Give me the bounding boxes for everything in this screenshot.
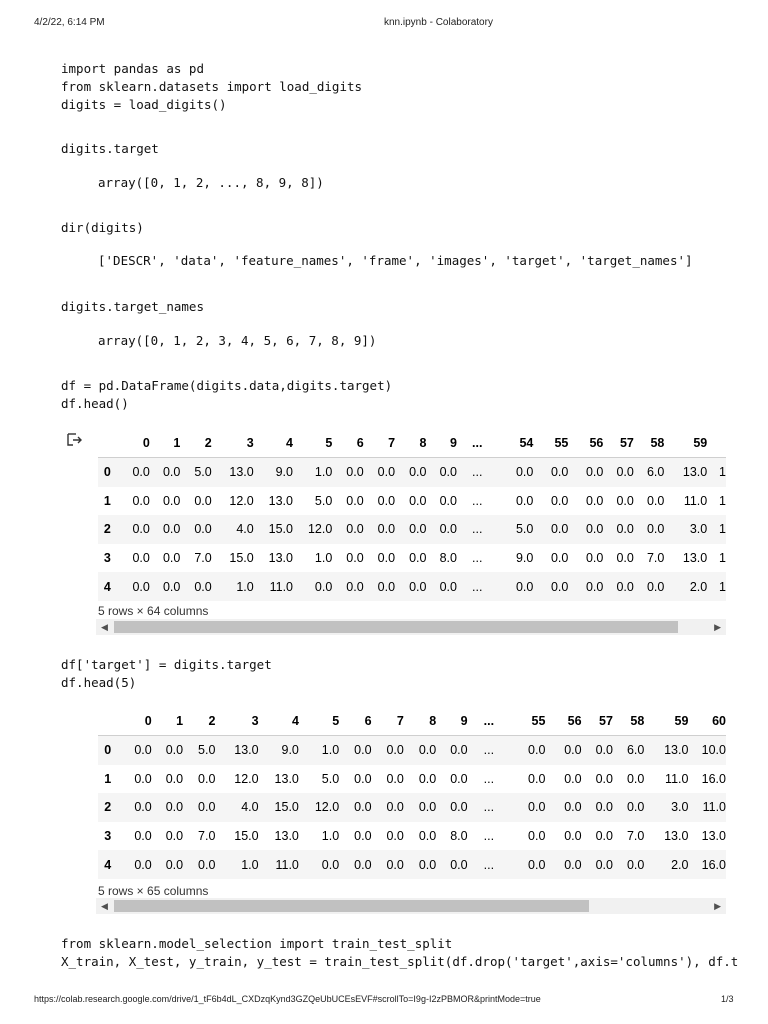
table-cell: 0.0 [418,771,437,786]
table-cell: 0.0 [568,515,603,544]
table-cell: 5.0 [321,771,340,786]
code-cell-digits-target[interactable]: digits.target [61,141,159,156]
column-header: 2 [183,706,215,736]
table-cell: 0.0 [150,458,181,487]
table-cell: 5.0 [314,493,333,508]
column-header: 5 [293,428,332,458]
row-index: 2 [98,793,117,822]
table-cell: 0.0 [332,572,363,601]
table-cell: 0.0 [450,771,468,786]
print-title: knn.ipynb - Colaboratory [384,17,493,28]
row-index: 1 [104,771,112,786]
table-cell: 8.0 [450,829,468,844]
table-cell: 0.0 [585,493,604,508]
column-header: 4 [254,428,293,458]
table-cell: 0.0 [183,850,215,879]
table-cell: 1 [707,572,726,601]
index-header [98,428,117,458]
table-1-scrollbar[interactable] [96,619,726,635]
code-cell-imports[interactable]: import pandas as pd from sklearn.datasets import load_digits digits = load_digits() [61,61,363,112]
scroll-left-arrow-icon[interactable]: ◀ [101,901,108,911]
table-cell: 0.0 [117,515,150,544]
table-cell: 16.0 [701,771,726,786]
table-row [98,765,726,794]
table-cell: 0.0 [183,793,215,822]
table-cell: 0.0 [364,515,395,544]
table-cell: 1.0 [215,850,258,879]
table-cell: 0.0 [404,850,436,879]
column-header: 57 [582,706,613,736]
table-cell: 13.0 [268,493,293,508]
column-header: 55 [533,428,568,458]
table-cell: 0.0 [595,829,613,844]
table-cell: 0.0 [528,771,546,786]
table-2-scroll-thumb[interactable] [114,900,589,912]
table-cell: 0.0 [117,736,151,765]
table-cell: 15.0 [234,829,259,844]
table-cell: 0.0 [180,515,211,544]
table-cell: 0.0 [395,572,426,601]
table-cell: 0.0 [613,793,644,822]
table-cell: 0.0 [162,551,181,566]
table-cell: 0.0 [436,850,467,879]
table-cell: 0.0 [545,850,581,879]
column-header: 54 [498,428,534,458]
column-header: 9 [436,706,467,736]
scroll-right-arrow-icon[interactable]: ▶ [714,622,721,632]
table-cell: 0.0 [550,493,569,508]
table-cell: 5.0 [498,515,534,544]
table-cell: 2.0 [664,572,707,601]
row-index: 4 [98,850,117,879]
table-cell: 0.0 [582,793,613,822]
table-cell: 1.0 [314,551,333,566]
table-cell: 10.0 [688,736,726,765]
table-cell: 0.0 [595,771,613,786]
index-header [98,706,117,736]
table-cell: 11.0 [254,572,293,601]
table-cell: 0.0 [132,493,150,508]
table-cell: 0.0 [150,572,181,601]
scroll-right-arrow-icon[interactable]: ▶ [714,901,721,911]
table-cell: ... [468,793,511,822]
table-row [98,850,726,879]
table-row [98,487,726,516]
table-cell: 3.0 [644,793,688,822]
page-number: 1/3 [721,994,734,1004]
table-cell: ... [468,736,511,765]
table-cell: 5.0 [180,458,211,487]
table-cell: 1.0 [212,572,254,601]
table-cell: 13.0 [644,736,688,765]
table-cell: 11.0 [688,793,726,822]
table-cell: 0.0 [117,850,151,879]
table-cell: 6.0 [613,736,644,765]
table-cell: 13.0 [664,458,707,487]
table-cell: 11.0 [665,771,689,786]
output-target-names: array([0, 1, 2, 3, 4, 5, 6, 7, 8, 9]) [98,333,377,348]
table-cell: 0.0 [498,458,534,487]
table-cell: 9.0 [254,458,293,487]
table-cell: 4.0 [212,515,254,544]
table-cell: 1 [707,515,726,544]
table-cell: 0.0 [603,515,634,544]
table-cell: ... [468,850,511,879]
table-cell: 0.0 [332,458,363,487]
table-cell: 0.0 [568,458,603,487]
table-cell: 9.0 [259,736,299,765]
table-cell: 0.0 [498,572,534,601]
table-cell: 0.0 [165,829,184,844]
table-cell: ... [457,572,498,601]
table-cell: 0.0 [515,493,534,508]
table-cell: 2.0 [644,850,688,879]
table-cell: 3.0 [664,515,707,544]
table-cell: 13.0 [664,829,689,844]
row-index: 0 [98,458,117,487]
table-cell: 0.0 [386,771,404,786]
column-header: 6 [332,428,363,458]
dataframe-shape-1: 5 rows × 64 columns [98,604,209,618]
table-cell: 0.0 [150,515,181,544]
table-cell: 0.0 [510,850,545,879]
output-arrow-icon[interactable] [67,433,83,447]
column-header: 6 [339,706,371,736]
table-cell: 0.0 [550,551,569,566]
table-cell: 13.0 [268,551,293,566]
table-cell: 0.0 [377,493,396,508]
table-cell: 13.0 [212,458,254,487]
table-cell: 0.0 [582,850,613,879]
table-cell: 12.0 [293,515,332,544]
table-cell: 0.0 [332,515,363,544]
table-cell: 0.0 [426,515,457,544]
column-header: ... [468,706,511,736]
column-header: 59 [644,706,688,736]
table-cell: ... [472,551,483,566]
table-cell: 1.0 [321,829,340,844]
table-cell: 0.0 [117,572,150,601]
column-header: 0 [117,428,150,458]
column-header: 1 [152,706,183,736]
column-header: 55 [510,706,545,736]
table-cell: 0.0 [372,793,404,822]
table-cell: 0.0 [132,551,150,566]
table-cell: 0.0 [364,458,395,487]
table-cell: 0.0 [634,515,665,544]
column-header [707,428,726,458]
column-header: 8 [404,706,436,736]
table-cell: 11.0 [683,493,708,508]
table-cell: 0.0 [603,458,634,487]
table-cell: 15.0 [259,793,299,822]
table-cell: 1.0 [299,736,339,765]
table-row [98,458,726,487]
table-cell: 0.0 [134,829,152,844]
table-cell: 0.0 [395,515,426,544]
code-cell-add-target[interactable]: df['target'] = digits.target df.head(5) [61,657,272,690]
table-cell: 0.0 [372,850,404,879]
table-cell: 0.0 [510,736,545,765]
column-header: 56 [568,428,603,458]
table-cell: 0.0 [426,458,457,487]
table-cell: 0.0 [386,829,404,844]
table-cell: 0.0 [364,572,395,601]
code-cell-train-test-split[interactable]: from sklearn.model_selection import train_test_split X_train, X_test, y_train, y_test = train_test_split(df.drop('target',axis='columns'), df.t [61,936,739,969]
table-cell: 0.0 [377,551,396,566]
table-cell: 0.0 [180,572,211,601]
table-row [98,793,726,822]
table-cell: 0.0 [395,458,426,487]
table-cell: 7.0 [198,829,216,844]
table-cell: 0.0 [582,736,613,765]
table-cell: 7.0 [194,551,212,566]
dataframe-shape-2: 5 rows × 65 columns [98,884,209,898]
column-header: 57 [603,428,634,458]
column-header: 59 [664,428,707,458]
table-cell: 6.0 [634,458,665,487]
table-cell: 0.0 [404,736,436,765]
table-cell: 0.0 [426,572,457,601]
column-header: 5 [299,706,339,736]
table-cell: 0.0 [616,493,634,508]
table-cell: 5.0 [183,736,215,765]
column-header: 9 [426,428,457,458]
table-cell: ... [457,458,498,487]
table-row [98,822,726,851]
table-1-scroll-thumb[interactable] [114,621,678,633]
column-header: 1 [150,428,181,458]
table-cell: 0.0 [439,493,457,508]
table-cell: 0.0 [354,829,372,844]
table-cell: 0.0 [533,458,568,487]
table-cell: 15.0 [254,515,293,544]
table-cell: 0.0 [198,771,216,786]
table-cell: 0.0 [603,572,634,601]
table-2-scrollbar[interactable] [96,898,726,914]
table-cell: 0.0 [404,793,436,822]
column-header: 3 [215,706,258,736]
table-cell: 0.0 [152,736,183,765]
table-cell: 0.0 [134,771,152,786]
table-cell: 0.0 [117,793,151,822]
table-cell: 0.0 [545,736,581,765]
column-header: ... [457,428,498,458]
table-cell: 0.0 [339,736,371,765]
table-cell: 15.0 [229,551,254,566]
table-cell: 4.0 [215,793,258,822]
column-header: 7 [372,706,404,736]
dataframe-table-2-container [98,706,726,879]
column-header: 8 [395,428,426,458]
column-header: 56 [545,706,581,736]
table-cell: 12.0 [234,771,259,786]
table-cell: 0.0 [409,551,427,566]
row-index: 4 [98,572,117,601]
dataframe-table-1-container [98,428,726,601]
table-row [98,572,726,601]
table-cell: 7.0 [626,829,645,844]
dataframe-table-1 [98,428,726,601]
table-cell: 0.0 [568,572,603,601]
table-cell: 0.0 [585,551,604,566]
table-cell: 0.0 [436,793,467,822]
table-cell: 0.0 [152,850,183,879]
table-cell: 0.0 [646,493,665,508]
table-cell: 0.0 [634,572,665,601]
column-header: 7 [364,428,395,458]
table-cell: 0.0 [346,493,364,508]
code-cell-dataframe[interactable]: df = pd.DataFrame(digits.data,digits.target) df.head() [61,378,393,411]
table-row [98,736,726,765]
row-index: 3 [104,829,112,844]
column-header: 4 [259,706,299,736]
table-cell: 0.0 [409,493,427,508]
row-index: 1 [103,493,111,508]
table-cell: ... [472,493,483,508]
table-cell: 0.0 [152,793,183,822]
dataframe-table-2 [98,706,726,879]
table-cell: 1 [707,458,726,487]
table-cell: ... [457,515,498,544]
table-cell: 0.0 [613,850,644,879]
table-cell: 13.0 [215,736,258,765]
output-dir-digits: ['DESCR', 'data', 'feature_names', 'frame', 'images', 'target', 'target_names'] [98,253,693,268]
code-cell-target-names[interactable]: digits.target_names [61,299,204,314]
table-row [98,515,726,544]
table-cell: 1 [719,551,726,566]
row-index: 3 [103,551,111,566]
table-cell: 1.0 [293,458,332,487]
table-cell: 16.0 [688,850,726,879]
print-url: https://colab.research.google.com/drive/1_tF6b4dL_CXDzqKynd3GZQeUbUCEsEVF#scrollTo=I9g-I2zPBMOR&printMode=true [34,994,541,1004]
scroll-left-arrow-icon[interactable]: ◀ [101,622,108,632]
table-cell: 7.0 [646,551,665,566]
table-row [98,544,726,573]
table-cell: ... [483,829,495,844]
table-cell: 0.0 [299,850,339,879]
table-cell: 0.0 [510,793,545,822]
table-cell: 0.0 [533,515,568,544]
table-cell: 13.0 [274,829,299,844]
table-cell: 0.0 [616,551,634,566]
output-digits-target: array([0, 1, 2, ..., 8, 9, 8]) [98,175,324,190]
table-cell: 13.0 [701,829,726,844]
table-cell: 11.0 [259,850,299,879]
table-cell: 0.0 [436,736,467,765]
table-cell: 0.0 [528,829,546,844]
table-cell: 0.0 [117,458,150,487]
table-cell: 9.0 [515,551,534,566]
table-cell: 13.0 [274,771,299,786]
table-cell: 13.0 [682,551,708,566]
column-header: 3 [212,428,254,458]
table-cell: 12.0 [299,793,339,822]
column-header: 0 [117,706,151,736]
print-datetime: 4/2/22, 6:14 PM [34,17,105,28]
table-cell: 0.0 [162,493,181,508]
table-cell: 0.0 [354,771,372,786]
table-cell: 0.0 [339,793,371,822]
row-index: 2 [98,515,117,544]
column-header: 58 [613,706,644,736]
table-cell: 0.0 [533,572,568,601]
table-cell: 0.0 [293,572,332,601]
table-cell: 0.0 [418,829,437,844]
table-cell: 0.0 [194,493,212,508]
table-cell: 0.0 [346,551,364,566]
table-cell: 0.0 [564,771,582,786]
column-header: 2 [180,428,211,458]
row-index: 0 [98,736,117,765]
table-cell: 0.0 [339,850,371,879]
table-cell: 0.0 [626,771,645,786]
table-cell: 0.0 [545,793,581,822]
table-cell: 0.0 [372,736,404,765]
table-cell: 12.0 [229,493,254,508]
column-header: 60 [688,706,726,736]
code-cell-dir-digits[interactable]: dir(digits) [61,220,144,235]
table-cell: 0.0 [165,771,184,786]
table-cell: 0.0 [564,829,582,844]
table-cell: 1 [719,493,726,508]
table-cell: 8.0 [439,551,457,566]
column-header: 58 [634,428,665,458]
table-cell: ... [483,771,495,786]
